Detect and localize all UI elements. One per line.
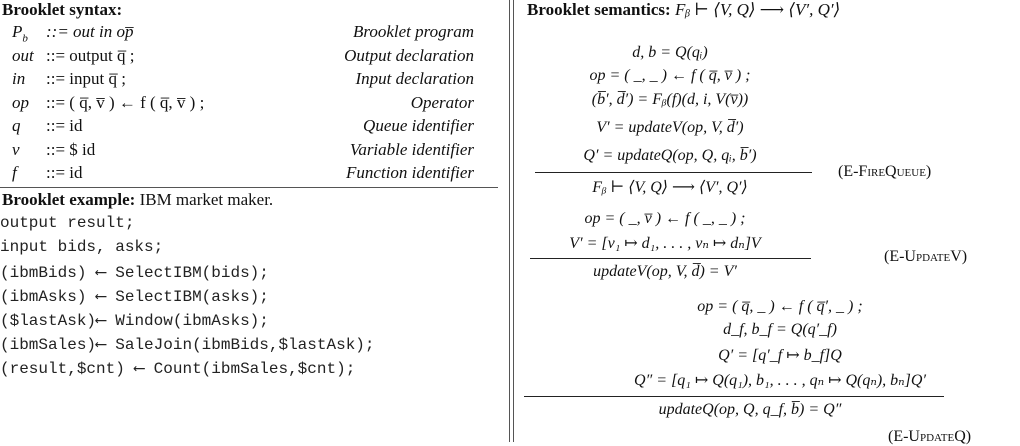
syntax-row-lhs <box>12 69 25 91</box>
updateq-premise-1: op = ( q̅, _ ) ← f ( q̅′, _ ) ; <box>697 298 863 315</box>
updateq-rule-name: (E-UpdateQ) <box>888 428 972 445</box>
syntax-row-definition: ::= id <box>46 116 83 135</box>
syntax-nonterminal: q <box>12 116 21 135</box>
updateq-inference-bar <box>524 396 944 397</box>
code-line: (ibmBids) ⟵ SelectIBM(bids); <box>0 264 269 282</box>
syntax-row-definition: ::= output q̅ ; <box>46 45 135 65</box>
syntax-row-definition: ::= $ id <box>46 139 96 159</box>
syntax-row-description: Input declaration <box>355 69 474 88</box>
syntax-nonterminal: out <box>12 45 34 65</box>
firequeue-premise-4: V′ = updateV(op, V, d̅′) <box>596 119 744 136</box>
right-panel-border <box>513 0 514 442</box>
syntax-row-lhs <box>12 93 29 115</box>
firequeue-conclusion: Fᵦ ⊢ ⟨V, Q⟩ ⟶ ⟨V′, Q′⟩ <box>592 179 748 196</box>
syntax-row-lhs <box>12 140 20 162</box>
syntax-row-description: Queue identifier <box>363 116 474 135</box>
semantics-heading-judgment: Fᵦ ⊢ ⟨V, Q⟩ ⟶ ⟨V′, Q′⟩ <box>670 0 841 19</box>
firequeue-premise-3: (b̅′, d̅′) = Fᵦ(f)(d, i, V(v̅)) <box>591 91 749 108</box>
syntax-row-definition: ::= input q̅ ; <box>46 69 126 88</box>
left-panel-border <box>509 0 510 442</box>
syntax-row-lhs <box>12 163 17 185</box>
syntax-nonterminal: in <box>12 69 26 88</box>
syntax-nonterminal-subscript: b <box>22 32 28 45</box>
firequeue-premise-2: op = ( _, _ ) ← f ( q̅, v̅ ) ; <box>589 67 751 84</box>
syntax-row-definition: ::= ( q̅, v̅ ) ← f ( q̅, v̅ ) ; <box>46 92 205 112</box>
code-line: ($lastAsk)⟵ Window(ibmAsks); <box>0 312 269 330</box>
updateq-conclusion: updateQ(op, Q, q_f, b̅) = Q″ <box>658 401 842 418</box>
syntax-nonterminal: op <box>12 92 29 112</box>
syntax-heading: Brooklet syntax: <box>2 0 123 19</box>
semantics-heading-label: Brooklet semantics: <box>527 0 671 19</box>
code-line: (ibmSales)⟵ SaleJoin(ibmBids,$lastAsk); <box>0 336 375 354</box>
syntax-row-description: Output declaration <box>344 45 474 65</box>
syntax-row-definition: ::= id <box>46 163 83 182</box>
semantics-heading <box>527 0 840 20</box>
firequeue-rule-name: (E-FireQueue) <box>838 163 932 180</box>
updatev-inference-bar <box>530 258 811 259</box>
syntax-row-description: Variable identifier <box>349 139 474 159</box>
example-heading <box>2 190 273 210</box>
code-line: (ibmAsks) ⟵ SelectIBM(asks); <box>0 288 269 306</box>
syntax-nonterminal: f <box>12 163 17 182</box>
updatev-premise-2: V′ = [v₁ ↦ d₁, . . . , vₙ ↦ dₙ]V <box>569 235 761 252</box>
syntax-row-lhs <box>12 116 21 138</box>
updatev-premise-1: op = ( _, v̅ ) ← f ( _, _ ) ; <box>584 210 746 227</box>
syntax-example-divider <box>0 187 498 188</box>
syntax-row-lhs <box>12 22 28 44</box>
example-heading-label: Brooklet example: <box>2 190 136 209</box>
code-line: output result; <box>0 214 135 232</box>
syntax-row-description: Operator <box>410 92 474 112</box>
updateq-premise-3: Q′ = [q′_f ↦ b_f]Q <box>718 347 842 364</box>
updateq-premise-4: Q″ = [q₁ ↦ Q(q₁), b₁, . . . , qₙ ↦ Q(qₙ), bₙ]Q′ <box>634 372 926 389</box>
firequeue-inference-bar <box>535 172 812 173</box>
code-line: input bids, asks; <box>0 238 164 256</box>
code-line: (result,$cnt) ⟵ Count(ibmSales,$cnt); <box>0 360 356 378</box>
syntax-nonterminal: P <box>12 22 23 41</box>
updateq-premise-2: d_f, b_f = Q(q′_f) <box>723 321 837 338</box>
firequeue-premise-5: Q′ = updateQ(op, Q, qᵢ, b̅′) <box>583 147 757 164</box>
firequeue-premise-1: d, b = Q(qᵢ) <box>632 44 708 61</box>
updatev-rule-name: (E-UpdateV) <box>884 248 968 265</box>
example-heading-caption: IBM market maker. <box>135 190 274 209</box>
syntax-row-definition: ::= out in op̅ <box>46 22 134 41</box>
syntax-row-lhs <box>12 46 34 68</box>
syntax-row-description: Function identifier <box>346 163 474 182</box>
syntax-row-description: Brooklet program <box>352 22 474 41</box>
updatev-conclusion: updateV(op, V, d̅) = V′ <box>593 263 737 280</box>
syntax-nonterminal: v <box>12 139 20 159</box>
